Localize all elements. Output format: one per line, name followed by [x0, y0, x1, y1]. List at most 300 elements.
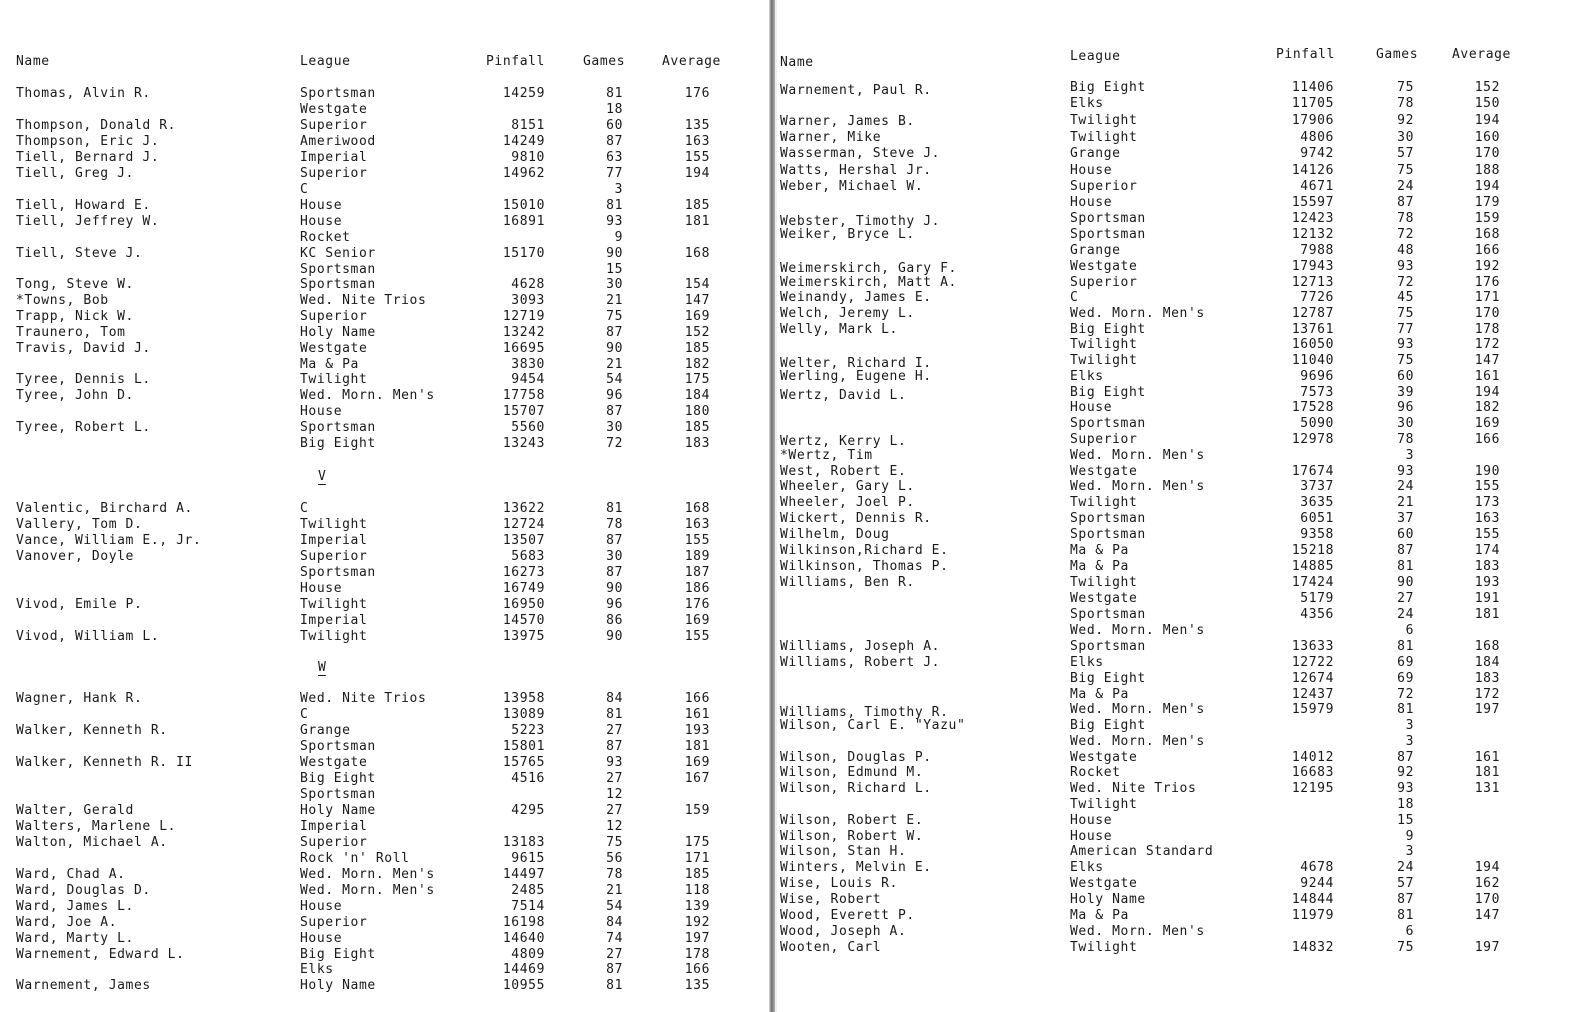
pinfall-cell: 13089: [502, 707, 545, 722]
games-cell: 78: [1397, 432, 1414, 447]
pinfall-cell: 4806: [1300, 130, 1334, 145]
league-cell: Big Eight: [1070, 671, 1146, 686]
name-cell: Wilson, Robert E.: [780, 813, 924, 828]
table-row: [776, 860, 1590, 876]
league-cell: Sportsman: [1070, 511, 1146, 526]
games-cell: 96: [1397, 400, 1414, 415]
average-cell: 176: [1474, 275, 1500, 290]
table-row: [776, 797, 1590, 813]
league-cell: Twilight: [1070, 130, 1138, 145]
table-row: [776, 892, 1590, 908]
league-cell: Holy Name: [1070, 892, 1146, 907]
average-cell: 169: [684, 309, 710, 324]
table-row: [776, 908, 1590, 924]
games-cell: 37: [1397, 511, 1414, 526]
league-cell: House: [300, 931, 343, 946]
pinfall-cell: 5683: [511, 549, 545, 564]
average-cell: 159: [1474, 211, 1500, 226]
average-cell: 184: [1474, 655, 1500, 670]
name-cell: Wooten, Carl: [780, 940, 882, 955]
table-row: [776, 243, 1590, 259]
games-cell: 87: [606, 962, 623, 977]
table-row: [0, 851, 770, 867]
name-cell: Warnement, James: [16, 978, 151, 993]
pinfall-cell: 6051: [1300, 511, 1334, 526]
table-row: [0, 134, 770, 150]
table-row: [776, 559, 1590, 575]
header-games: Games: [1376, 47, 1419, 62]
average-cell: 135: [684, 978, 710, 993]
header-name: Name: [780, 55, 814, 70]
pinfall-cell: 15707: [502, 404, 545, 419]
pinfall-cell: 12978: [1291, 432, 1334, 447]
average-cell: 155: [684, 629, 710, 644]
name-cell: Ward, Douglas D.: [16, 883, 151, 898]
league-cell: House: [1070, 195, 1113, 210]
name-cell: Vallery, Tom D.: [16, 517, 143, 532]
average-cell: 160: [1474, 130, 1500, 145]
name-cell: Warnement, Edward L.: [16, 947, 185, 962]
pinfall-cell: 4671: [1300, 179, 1334, 194]
games-cell: 54: [606, 899, 623, 914]
name-cell: Walton, Michael A.: [16, 835, 168, 850]
league-cell: Superior: [1070, 432, 1138, 447]
average-cell: 188: [1474, 163, 1500, 178]
league-cell: Big Eight: [1070, 80, 1146, 95]
name-cell: Wickert, Dennis R.: [780, 511, 932, 526]
average-cell: 173: [1474, 495, 1500, 510]
average-cell: 178: [1474, 322, 1500, 337]
pinfall-cell: 14885: [1291, 559, 1334, 574]
games-cell: 75: [1397, 353, 1414, 368]
pinfall-cell: 14962: [502, 166, 545, 181]
league-cell: Twilight: [1070, 797, 1138, 812]
pinfall-cell: 13242: [502, 325, 545, 340]
games-cell: 87: [606, 739, 623, 754]
league-cell: Wed. Nite Trios: [1070, 781, 1197, 796]
games-cell: 21: [606, 293, 623, 308]
league-cell: Sportsman: [300, 262, 376, 277]
league-cell: Superior: [300, 166, 368, 181]
pinfall-cell: 11040: [1291, 353, 1334, 368]
pinfall-cell: 11979: [1291, 908, 1334, 923]
league-cell: Twilight: [1070, 353, 1138, 368]
pinfall-cell: 15218: [1291, 543, 1334, 558]
table-row: [0, 883, 770, 899]
average-cell: 166: [1474, 243, 1500, 258]
name-cell: Walter, Gerald: [16, 803, 134, 818]
league-cell: Sportsman: [300, 739, 376, 754]
average-cell: 161: [1474, 369, 1500, 384]
league-cell: Wed. Morn. Men's: [1070, 623, 1205, 638]
pinfall-cell: 17424: [1291, 575, 1334, 590]
league-cell: Westgate: [300, 755, 368, 770]
games-cell: 30: [606, 549, 623, 564]
games-cell: 81: [606, 978, 623, 993]
average-cell: 161: [684, 707, 710, 722]
name-cell: Wilhelm, Doug: [780, 527, 890, 542]
average-cell: 189: [684, 549, 710, 564]
league-cell: Wed. Nite Trios: [300, 293, 427, 308]
table-row: [776, 211, 1590, 227]
table-row: [0, 819, 770, 835]
league-cell: C: [1070, 290, 1079, 305]
league-cell: Westgate: [300, 102, 368, 117]
league-cell: Big Eight: [300, 771, 376, 786]
name-cell: Thompson, Donald R.: [16, 118, 177, 133]
league-cell: Sportsman: [300, 565, 376, 580]
games-cell: 87: [606, 404, 623, 419]
pinfall-cell: 12713: [1291, 275, 1334, 290]
league-cell: Wed. Morn. Men's: [1070, 734, 1205, 749]
table-row: [0, 691, 770, 707]
pinfall-cell: 12437: [1291, 687, 1334, 702]
average-cell: 194: [1474, 113, 1500, 128]
name-cell: Ward, Marty L.: [16, 931, 134, 946]
table-row: [776, 306, 1590, 322]
table-row: [776, 96, 1590, 112]
games-cell: 93: [1397, 781, 1414, 796]
average-cell: 193: [684, 723, 710, 738]
name-cell: Williams, Robert J.: [780, 655, 941, 670]
average-cell: 166: [1474, 432, 1500, 447]
table-row: [0, 947, 770, 963]
average-cell: 168: [684, 501, 710, 516]
pinfall-cell: 15170: [502, 246, 545, 261]
table-row: [776, 113, 1590, 129]
name-cell: Vivod, William L.: [16, 629, 160, 644]
average-cell: 175: [684, 372, 710, 387]
average-cell: 135: [684, 118, 710, 133]
pinfall-cell: 11406: [1291, 80, 1334, 95]
name-cell: Welly, Mark L.: [780, 322, 898, 337]
average-cell: 176: [684, 597, 710, 612]
pinfall-cell: 12195: [1291, 781, 1334, 796]
league-cell: Twilight: [300, 517, 368, 532]
pinfall-cell: 14570: [502, 613, 545, 628]
table-row: [0, 166, 770, 182]
table-row: [0, 404, 770, 420]
average-cell: 185: [684, 420, 710, 435]
pinfall-cell: 7988: [1300, 243, 1334, 258]
league-cell: Sportsman: [1070, 211, 1146, 226]
league-cell: Sportsman: [1070, 639, 1146, 654]
pinfall-cell: 8151: [511, 118, 545, 133]
league-cell: House: [300, 198, 343, 213]
name-cell: Wheeler, Joel P.: [780, 495, 915, 510]
table-row: [0, 755, 770, 771]
table-row: [776, 639, 1590, 655]
games-cell: 15: [1397, 813, 1414, 828]
table-row: [776, 495, 1590, 511]
pinfall-cell: 5090: [1300, 416, 1334, 431]
name-cell: Trapp, Nick W.: [16, 309, 134, 324]
average-cell: 194: [1474, 385, 1500, 400]
league-cell: Wed. Morn. Men's: [300, 867, 435, 882]
name-cell: Wagner, Hank R.: [16, 691, 143, 706]
league-cell: Westgate: [1070, 464, 1138, 479]
games-cell: 24: [1397, 607, 1414, 622]
games-cell: 12: [606, 819, 623, 834]
section-letter-w: W: [318, 660, 326, 675]
games-cell: 87: [606, 325, 623, 340]
table-row: [0, 597, 770, 613]
name-cell: Ward, James L.: [16, 899, 134, 914]
name-cell: Welch, Jeremy L.: [780, 306, 915, 321]
games-cell: 27: [606, 771, 623, 786]
average-cell: 185: [684, 198, 710, 213]
games-cell: 90: [606, 629, 623, 644]
name-cell: Walters, Marlene L.: [16, 819, 177, 834]
average-cell: 185: [684, 867, 710, 882]
games-cell: 27: [606, 723, 623, 738]
league-cell: Imperial: [300, 533, 368, 548]
name-cell: Williams, Joseph A.: [780, 639, 941, 654]
league-cell: Superior: [300, 549, 368, 564]
average-cell: 179: [1474, 195, 1500, 210]
average-cell: 163: [684, 517, 710, 532]
league-cell: Ma & Pa: [1070, 543, 1129, 558]
games-cell: 81: [1397, 702, 1414, 717]
league-cell: Elks: [1070, 655, 1104, 670]
average-cell: 181: [1474, 765, 1500, 780]
table-row: [776, 702, 1590, 718]
name-cell: Tiell, Greg J.: [16, 166, 134, 181]
games-cell: 9: [614, 230, 623, 245]
average-cell: 163: [684, 134, 710, 149]
table-row: [776, 876, 1590, 892]
league-cell: Twilight: [1070, 495, 1138, 510]
table-row: [0, 629, 770, 645]
table-row: [0, 771, 770, 787]
average-cell: 147: [1474, 353, 1500, 368]
average-cell: 150: [1474, 96, 1500, 111]
name-cell: Tiell, Steve J.: [16, 246, 143, 261]
name-cell: Wasserman, Steve J.: [780, 146, 941, 161]
games-cell: 81: [606, 707, 623, 722]
name-cell: Traunero, Tom: [16, 325, 126, 340]
average-cell: 182: [684, 357, 710, 372]
games-cell: 69: [1397, 655, 1414, 670]
section-letter-v: V: [318, 469, 326, 484]
games-cell: 21: [606, 883, 623, 898]
average-cell: 152: [1474, 80, 1500, 95]
name-cell: Welter, Richard I.: [780, 356, 932, 371]
average-cell: 184: [684, 388, 710, 403]
header-games: Games: [583, 54, 626, 69]
league-cell: Westgate: [1070, 876, 1138, 891]
pinfall-cell: 7573: [1300, 385, 1334, 400]
name-cell: Vivod, Emile P.: [16, 597, 143, 612]
name-cell: Travis, David J.: [16, 341, 151, 356]
table-row: [776, 607, 1590, 623]
league-cell: Grange: [1070, 146, 1121, 161]
table-row: [776, 400, 1590, 416]
games-cell: 81: [1397, 908, 1414, 923]
pinfall-cell: 16198: [502, 915, 545, 930]
header-league: League: [1070, 49, 1121, 64]
name-cell: Wilson, Robert W.: [780, 829, 924, 844]
games-cell: 78: [1397, 96, 1414, 111]
pinfall-cell: 4516: [511, 771, 545, 786]
name-cell: Walker, Kenneth R.: [16, 723, 168, 738]
pinfall-cell: 4628: [511, 277, 545, 292]
table-row: [776, 718, 1590, 734]
games-cell: 93: [606, 214, 623, 229]
average-cell: 170: [1474, 892, 1500, 907]
league-cell: House: [300, 899, 343, 914]
name-cell: Wise, Louis R.: [780, 876, 898, 891]
pinfall-cell: 17906: [1291, 113, 1334, 128]
games-cell: 87: [1397, 892, 1414, 907]
header-average: Average: [662, 54, 721, 69]
table-row: [776, 227, 1590, 243]
pinfall-cell: 11705: [1291, 96, 1334, 111]
average-cell: 168: [1474, 639, 1500, 654]
pinfall-cell: 14497: [502, 867, 545, 882]
name-cell: Wilkinson, Thomas P.: [780, 559, 949, 574]
average-cell: 155: [1474, 479, 1500, 494]
pinfall-cell: 14259: [502, 86, 545, 101]
pinfall-cell: 4809: [511, 947, 545, 962]
pinfall-cell: 14469: [502, 962, 545, 977]
games-cell: 24: [1397, 860, 1414, 875]
table-row: [776, 479, 1590, 495]
average-cell: 197: [1474, 940, 1500, 955]
average-cell: 194: [1474, 860, 1500, 875]
header-pinfall: Pinfall: [486, 54, 545, 69]
table-row: [0, 325, 770, 341]
pinfall-cell: 3737: [1300, 479, 1334, 494]
pinfall-cell: 7726: [1300, 290, 1334, 305]
pinfall-cell: 13243: [502, 436, 545, 451]
league-cell: Wed. Morn. Men's: [1070, 479, 1205, 494]
table-row: [776, 687, 1590, 703]
league-cell: Grange: [300, 723, 351, 738]
name-cell: Wilson, Carl E. "Yazu": [780, 718, 966, 733]
league-cell: Imperial: [300, 819, 368, 834]
league-cell: Sportsman: [1070, 607, 1146, 622]
right-page: [776, 0, 1590, 1012]
pinfall-cell: 16891: [502, 214, 545, 229]
pinfall-cell: 15979: [1291, 702, 1334, 717]
pinfall-cell: 14126: [1291, 163, 1334, 178]
pinfall-cell: 13975: [502, 629, 545, 644]
table-row: [0, 739, 770, 755]
games-cell: 75: [1397, 940, 1414, 955]
league-cell: C: [300, 707, 309, 722]
league-cell: Holy Name: [300, 325, 376, 340]
pinfall-cell: 12674: [1291, 671, 1334, 686]
pinfall-cell: 16050: [1291, 337, 1334, 352]
games-cell: 3: [1405, 734, 1414, 749]
pinfall-cell: 13761: [1291, 322, 1334, 337]
table-row: [776, 511, 1590, 527]
pinfall-cell: 5179: [1300, 591, 1334, 606]
column-headers: [0, 54, 770, 70]
average-cell: 170: [1474, 306, 1500, 321]
games-cell: 78: [606, 867, 623, 882]
table-row: [776, 179, 1590, 195]
pinfall-cell: 15010: [502, 198, 545, 213]
name-cell: Tiell, Howard E.: [16, 198, 151, 213]
name-cell: Weinandy, James E.: [780, 290, 932, 305]
league-cell: Ma & Pa: [1070, 687, 1129, 702]
table-row: [0, 803, 770, 819]
average-cell: 194: [1474, 179, 1500, 194]
table-row: [0, 867, 770, 883]
league-cell: House: [1070, 400, 1113, 415]
pinfall-cell: 12719: [502, 309, 545, 324]
games-cell: 6: [1405, 924, 1414, 939]
table-row: [0, 533, 770, 549]
games-cell: 18: [606, 102, 623, 117]
games-cell: 96: [606, 597, 623, 612]
games-cell: 3: [614, 182, 623, 197]
table-row: [776, 781, 1590, 797]
table-row: [776, 924, 1590, 940]
average-cell: 166: [684, 691, 710, 706]
average-cell: 171: [684, 851, 710, 866]
games-cell: 72: [606, 436, 623, 451]
league-cell: Ma & Pa: [1070, 559, 1129, 574]
league-cell: Twilight: [1070, 940, 1138, 955]
average-cell: 183: [684, 436, 710, 451]
average-cell: 147: [1474, 908, 1500, 923]
league-cell: House: [1070, 813, 1113, 828]
pinfall-cell: 16695: [502, 341, 545, 356]
name-cell: Wilson, Douglas P.: [780, 750, 932, 765]
table-row: [0, 723, 770, 739]
table-row: [776, 448, 1590, 464]
games-cell: 30: [606, 277, 623, 292]
games-cell: 18: [1397, 797, 1414, 812]
average-cell: 194: [684, 166, 710, 181]
average-cell: 169: [684, 755, 710, 770]
league-cell: Big Eight: [300, 947, 376, 962]
table-row: [0, 613, 770, 629]
average-cell: 183: [1474, 559, 1500, 574]
name-cell: Watts, Hershal Jr.: [780, 163, 932, 178]
table-row: [0, 309, 770, 325]
name-cell: Tiell, Bernard J.: [16, 150, 160, 165]
games-cell: 9: [1405, 829, 1414, 844]
league-cell: Rock 'n' Roll: [300, 851, 410, 866]
name-cell: Valentic, Birchard A.: [16, 501, 193, 516]
table-row: [0, 198, 770, 214]
games-cell: 86: [606, 613, 623, 628]
pinfall-cell: 13633: [1291, 639, 1334, 654]
name-cell: Wilkinson,Richard E.: [780, 543, 949, 558]
average-cell: 139: [684, 899, 710, 914]
games-cell: 72: [1397, 227, 1414, 242]
pinfall-cell: 3093: [511, 293, 545, 308]
league-cell: Sportsman: [300, 787, 376, 802]
league-cell: Sportsman: [300, 277, 376, 292]
pinfall-cell: 9810: [511, 150, 545, 165]
table-row: [0, 931, 770, 947]
games-cell: 77: [606, 166, 623, 181]
name-cell: Winters, Melvin E.: [780, 860, 932, 875]
average-cell: 178: [684, 947, 710, 962]
games-cell: 57: [1397, 146, 1414, 161]
league-cell: Wed. Nite Trios: [300, 691, 427, 706]
games-cell: 57: [1397, 876, 1414, 891]
average-cell: 172: [1474, 687, 1500, 702]
average-cell: 155: [684, 533, 710, 548]
table-row: [0, 420, 770, 436]
pinfall-cell: 17528: [1291, 400, 1334, 415]
